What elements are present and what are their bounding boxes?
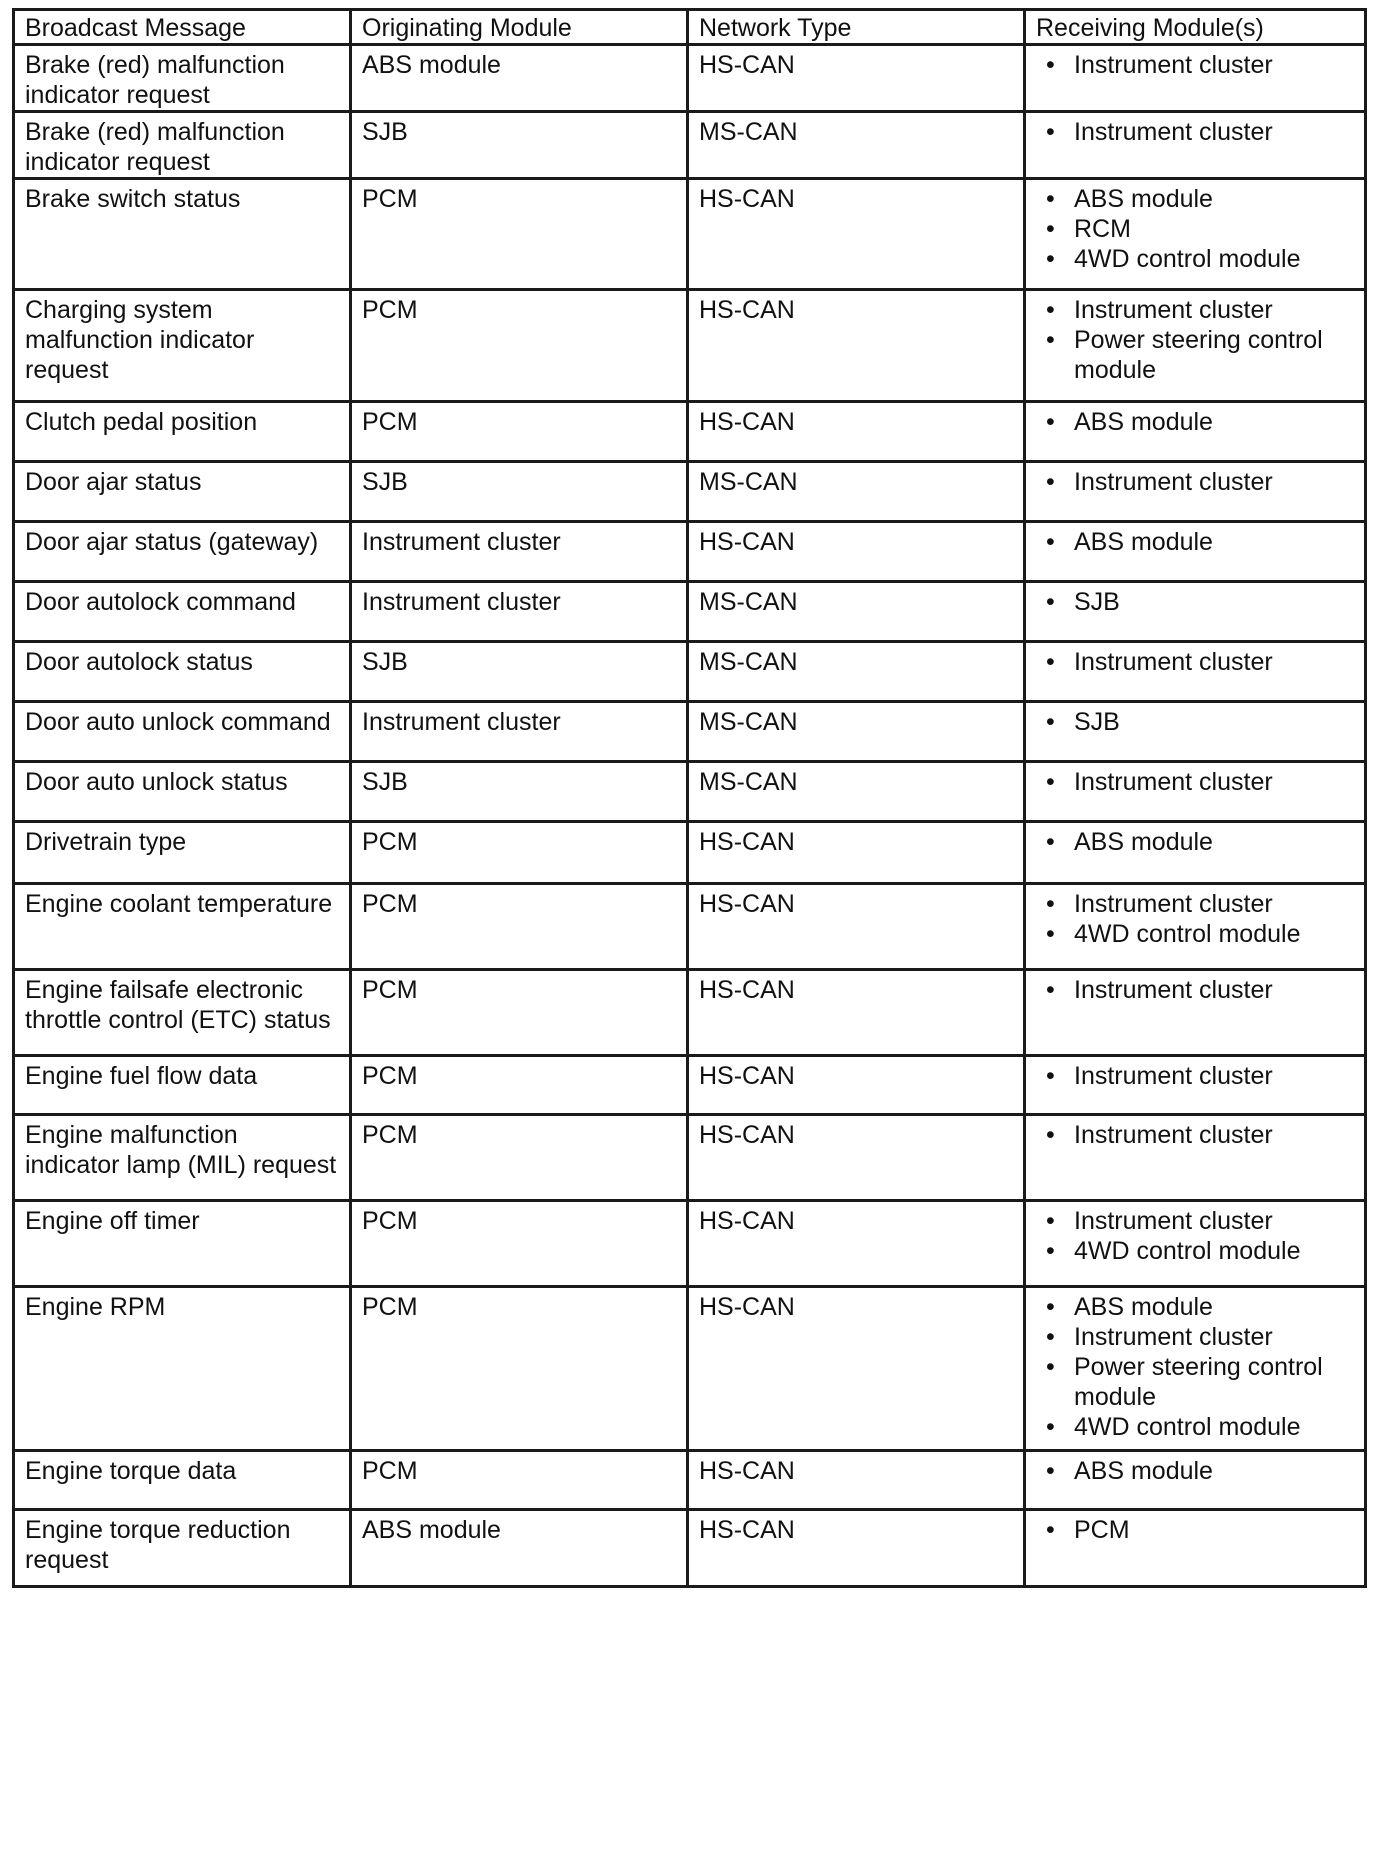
header-receiving-modules: Receiving Module(s) <box>1025 10 1366 45</box>
table-row <box>14 1451 1366 1510</box>
table-row <box>14 45 1366 112</box>
receiving-module-item: • Instrument cluster <box>1074 647 1354 677</box>
receiving-modules-cell <box>1025 1287 1366 1451</box>
receiving-module-item: • PCM <box>1074 1515 1354 1545</box>
originating-module-cell: PCM <box>351 822 688 884</box>
receiving-modules-list <box>1036 1206 1354 1266</box>
receiving-modules-list <box>1036 1120 1354 1150</box>
network-type-cell: HS-CAN <box>688 970 1025 1056</box>
broadcast-message-cell: Door auto unlock command <box>14 702 351 762</box>
receiving-modules-cell <box>1025 970 1366 1056</box>
originating-module-cell: PCM <box>351 884 688 970</box>
header-network-type: Network Type <box>688 10 1025 45</box>
table-row <box>14 522 1366 582</box>
receiving-module-item: • 4WD control module <box>1074 244 1354 274</box>
receiving-module-item: • ABS module <box>1074 1292 1354 1322</box>
table-row <box>14 1287 1366 1451</box>
receiving-modules-cell <box>1025 402 1366 462</box>
broadcast-message-cell: Clutch pedal position <box>14 402 351 462</box>
originating-module-cell: SJB <box>351 462 688 522</box>
receiving-module-item: • 4WD control module <box>1074 1236 1354 1266</box>
broadcast-message-cell: Engine coolant temperature <box>14 884 351 970</box>
receiving-modules-cell <box>1025 1115 1366 1201</box>
receiving-modules-cell <box>1025 522 1366 582</box>
broadcast-message-cell: Brake switch status <box>14 179 351 290</box>
receiving-modules-cell <box>1025 179 1366 290</box>
receiving-module-item: • SJB <box>1074 587 1354 617</box>
network-type-cell: HS-CAN <box>688 1201 1025 1287</box>
network-type-cell: MS-CAN <box>688 642 1025 702</box>
table-row <box>14 762 1366 822</box>
receiving-modules-list <box>1036 1061 1354 1091</box>
originating-module-cell: PCM <box>351 970 688 1056</box>
receiving-module-item: • Instrument cluster <box>1074 889 1354 919</box>
broadcast-message-cell: Engine fuel flow data <box>14 1056 351 1115</box>
receiving-modules-cell <box>1025 462 1366 522</box>
receiving-modules-cell <box>1025 642 1366 702</box>
broadcast-message-cell: Drivetrain type <box>14 822 351 884</box>
receiving-module-item: • ABS module <box>1074 184 1354 214</box>
receiving-module-item: • ABS module <box>1074 1456 1354 1486</box>
broadcast-message-cell: Charging system malfunction indicator request <box>14 290 351 402</box>
broadcast-message-cell: Brake (red) malfunction indicator request <box>14 45 351 112</box>
receiving-module-item: • Instrument cluster <box>1074 1322 1354 1352</box>
receiving-module-item: • RCM <box>1074 214 1354 244</box>
originating-module-cell: Instrument cluster <box>351 582 688 642</box>
broadcast-message-cell: Engine malfunction indicator lamp (MIL) request <box>14 1115 351 1201</box>
receiving-modules-list <box>1036 527 1354 557</box>
header-broadcast-message: Broadcast Message <box>14 10 351 45</box>
originating-module-cell: SJB <box>351 112 688 179</box>
receiving-modules-cell <box>1025 702 1366 762</box>
broadcast-message-cell: Engine torque reduction request <box>14 1510 351 1587</box>
table-row <box>14 884 1366 970</box>
network-type-cell: HS-CAN <box>688 1510 1025 1587</box>
receiving-modules-cell <box>1025 290 1366 402</box>
receiving-module-item: • Power steering control module <box>1074 1352 1354 1412</box>
originating-module-cell: Instrument cluster <box>351 702 688 762</box>
receiving-modules-list <box>1036 50 1354 80</box>
receiving-modules-cell <box>1025 1451 1366 1510</box>
receiving-module-item: • Instrument cluster <box>1074 50 1354 80</box>
receiving-modules-list <box>1036 767 1354 797</box>
originating-module-cell: SJB <box>351 642 688 702</box>
receiving-module-item: • Instrument cluster <box>1074 1206 1354 1236</box>
receiving-module-item: • ABS module <box>1074 527 1354 557</box>
receiving-modules-cell <box>1025 1510 1366 1587</box>
network-type-cell: MS-CAN <box>688 462 1025 522</box>
receiving-module-item: • Instrument cluster <box>1074 295 1354 325</box>
originating-module-cell: PCM <box>351 179 688 290</box>
network-type-cell: HS-CAN <box>688 522 1025 582</box>
originating-module-cell: PCM <box>351 1056 688 1115</box>
receiving-modules-cell <box>1025 1201 1366 1287</box>
originating-module-cell: PCM <box>351 402 688 462</box>
network-type-cell: HS-CAN <box>688 822 1025 884</box>
table-row <box>14 290 1366 402</box>
broadcast-message-table <box>12 8 1367 1588</box>
originating-module-cell: Instrument cluster <box>351 522 688 582</box>
table-row <box>14 970 1366 1056</box>
receiving-module-item: • SJB <box>1074 707 1354 737</box>
originating-module-cell: ABS module <box>351 45 688 112</box>
table-row <box>14 1115 1366 1201</box>
receiving-modules-list <box>1036 889 1354 949</box>
table-row <box>14 1201 1366 1287</box>
receiving-modules-list <box>1036 707 1354 737</box>
table-row <box>14 642 1366 702</box>
broadcast-message-cell: Engine torque data <box>14 1451 351 1510</box>
originating-module-cell: PCM <box>351 1115 688 1201</box>
network-type-cell: MS-CAN <box>688 112 1025 179</box>
receiving-module-item: • Instrument cluster <box>1074 467 1354 497</box>
receiving-modules-cell <box>1025 884 1366 970</box>
receiving-module-item: • Instrument cluster <box>1074 1061 1354 1091</box>
broadcast-message-cell: Door autolock command <box>14 582 351 642</box>
table-row <box>14 179 1366 290</box>
receiving-module-item: • ABS module <box>1074 827 1354 857</box>
network-type-cell: HS-CAN <box>688 179 1025 290</box>
table-row <box>14 112 1366 179</box>
network-type-cell: HS-CAN <box>688 1287 1025 1451</box>
broadcast-message-cell: Engine failsafe electronic throttle control (ETC) status <box>14 970 351 1056</box>
network-type-cell: HS-CAN <box>688 1115 1025 1201</box>
network-type-cell: HS-CAN <box>688 1451 1025 1510</box>
network-type-cell: HS-CAN <box>688 1056 1025 1115</box>
network-type-cell: HS-CAN <box>688 884 1025 970</box>
originating-module-cell: PCM <box>351 1201 688 1287</box>
receiving-module-item: • Instrument cluster <box>1074 117 1354 147</box>
network-type-cell: HS-CAN <box>688 290 1025 402</box>
network-type-cell: MS-CAN <box>688 582 1025 642</box>
receiving-modules-list <box>1036 295 1354 385</box>
originating-module-cell: PCM <box>351 1451 688 1510</box>
receiving-modules-cell <box>1025 822 1366 884</box>
broadcast-message-cell: Door ajar status <box>14 462 351 522</box>
table-row <box>14 702 1366 762</box>
receiving-modules-cell <box>1025 45 1366 112</box>
receiving-modules-list <box>1036 975 1354 1005</box>
header-originating-module: Originating Module <box>351 10 688 45</box>
network-type-cell: HS-CAN <box>688 45 1025 112</box>
broadcast-message-cell: Door autolock status <box>14 642 351 702</box>
network-type-cell: MS-CAN <box>688 702 1025 762</box>
receiving-modules-list <box>1036 1292 1354 1442</box>
table-row <box>14 582 1366 642</box>
receiving-module-item: • Power steering control module <box>1074 325 1354 385</box>
table-row <box>14 402 1366 462</box>
network-type-cell: MS-CAN <box>688 762 1025 822</box>
table-row <box>14 462 1366 522</box>
table-header-row <box>14 10 1366 45</box>
receiving-module-item: • Instrument cluster <box>1074 975 1354 1005</box>
network-type-cell: HS-CAN <box>688 402 1025 462</box>
receiving-modules-cell <box>1025 582 1366 642</box>
originating-module-cell: ABS module <box>351 1510 688 1587</box>
broadcast-message-cell: Engine RPM <box>14 1287 351 1451</box>
receiving-modules-list <box>1036 1515 1354 1545</box>
receiving-modules-list <box>1036 407 1354 437</box>
receiving-modules-list <box>1036 827 1354 857</box>
receiving-modules-list <box>1036 117 1354 147</box>
table-body <box>14 45 1366 1587</box>
receiving-modules-list <box>1036 647 1354 677</box>
broadcast-message-cell: Door ajar status (gateway) <box>14 522 351 582</box>
table-row <box>14 822 1366 884</box>
originating-module-cell: PCM <box>351 1287 688 1451</box>
broadcast-message-cell: Door auto unlock status <box>14 762 351 822</box>
receiving-modules-list <box>1036 587 1354 617</box>
receiving-module-item: • Instrument cluster <box>1074 767 1354 797</box>
receiving-modules-cell <box>1025 1056 1366 1115</box>
originating-module-cell: SJB <box>351 762 688 822</box>
receiving-module-item: • Instrument cluster <box>1074 1120 1354 1150</box>
receiving-module-item: • 4WD control module <box>1074 1412 1354 1442</box>
receiving-modules-cell <box>1025 762 1366 822</box>
broadcast-message-cell: Brake (red) malfunction indicator request <box>14 112 351 179</box>
receiving-modules-list <box>1036 1456 1354 1486</box>
receiving-modules-cell <box>1025 112 1366 179</box>
receiving-module-item: • ABS module <box>1074 407 1354 437</box>
table-row <box>14 1510 1366 1587</box>
table-row <box>14 1056 1366 1115</box>
receiving-module-item: • 4WD control module <box>1074 919 1354 949</box>
receiving-modules-list <box>1036 467 1354 497</box>
originating-module-cell: PCM <box>351 290 688 402</box>
receiving-modules-list <box>1036 184 1354 274</box>
broadcast-message-cell: Engine off timer <box>14 1201 351 1287</box>
